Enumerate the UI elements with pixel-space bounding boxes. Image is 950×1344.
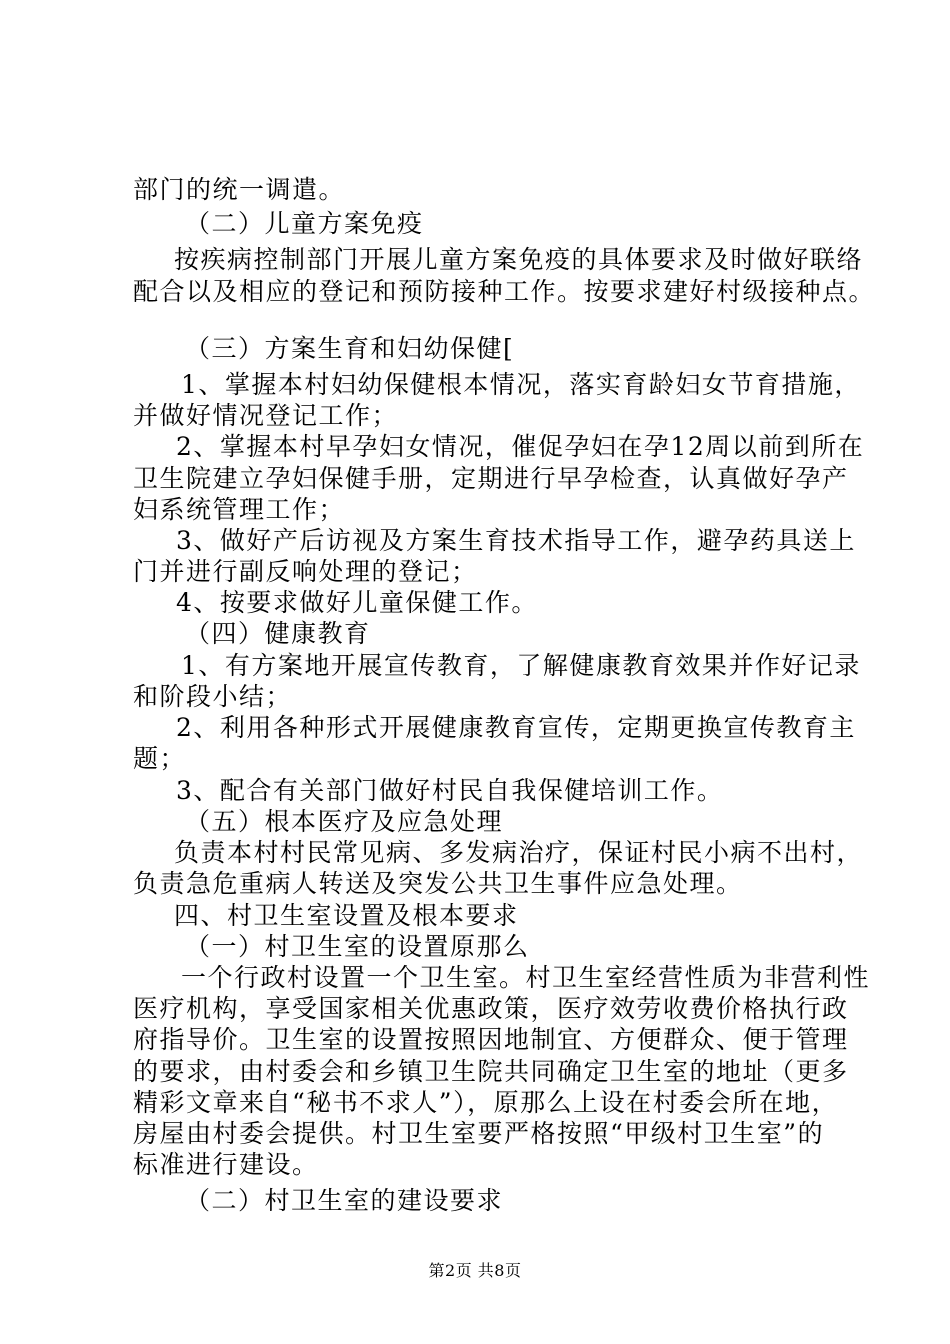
section-heading: （四）健康教育 [185,619,371,648]
text-line: 的要求，由村委会和乡镇卫生院共同确定卫生室的地址（更多 [133,1057,849,1086]
text-line: 一个行政村设置一个卫生室。村卫生室经营性质为非营利性 [181,963,871,992]
section-heading: （五）根本医疗及应急处理 [185,807,504,836]
text-line: 负责急危重病人转送及突发公共卫生事件应急处理。 [133,869,743,898]
text-line: 3、配合有关部门做好村民自我保健培训工作。 [176,776,724,805]
section-heading: （二）村卫生室的建设要求 [185,1186,504,1215]
text-line: 负责本村村民常见病、多发病治疗，保证村民小病不出村， [174,838,864,867]
section-heading: 四、村卫生室设置及根本要求 [174,901,519,930]
text-line: 卫生院建立孕妇保健手册，定期进行早孕检查，认真做好孕产 [133,464,849,493]
text-line: 医疗机构，享受国家相关优惠政策，医疗效劳收费价格执行政 [133,994,849,1023]
page-number-footer: 第2页 共8页 [428,1261,522,1280]
text-line: 1、有方案地开展宣传教育，了解健康教育效果并作好记录 [181,651,861,680]
text-line: 房屋由村委会提供。村卫生室要严格按照“甲级村卫生室”的 [133,1119,825,1148]
text-line: 妇系统管理工作； [133,495,346,524]
text-line: 按疾病控制部门开展儿童方案免疫的具体要求及时做好联络 [174,245,864,274]
text-line: 2、掌握本村早孕妇女情况，催促孕妇在孕12周以前到所在 [176,432,865,461]
text-line: 精彩文章来自“秘书不求人”），原那么上设在村委会所在地， [133,1088,839,1117]
text-line: 并做好情况登记工作； [133,401,399,430]
text-line: 府指导价。卫生室的设置按照因地制宜、方便群众、便于管理 [133,1025,849,1054]
text-line: 2、利用各种形式开展健康教育宣传，定期更换宣传教育主 [176,713,856,742]
text-line: 题； [133,744,187,773]
section-heading: （三）方案生育和妇幼保健[ [185,334,515,363]
text-line: 标准进行建设。 [133,1150,319,1179]
section-heading: （一）村卫生室的设置原那么 [185,932,530,961]
text-line: 门并进行副反响处理的登记； [133,557,478,586]
text-line: 配合以及相应的登记和预防接种工作。按要求建好村级接种点。 [133,277,876,306]
text-line: 部门的统一调遣。 [133,175,346,204]
text-line: 4、按要求做好儿童保健工作。 [176,588,538,617]
text-line: 1、掌握本村妇幼保健根本情况，落实育龄妇女节育措施， [181,370,861,399]
section-heading: （二）儿童方案免疫 [185,209,424,238]
text-line: 3、做好产后访视及方案生育技术指导工作，避孕药具送上 [176,526,856,555]
text-line: 和阶段小结； [133,682,293,711]
